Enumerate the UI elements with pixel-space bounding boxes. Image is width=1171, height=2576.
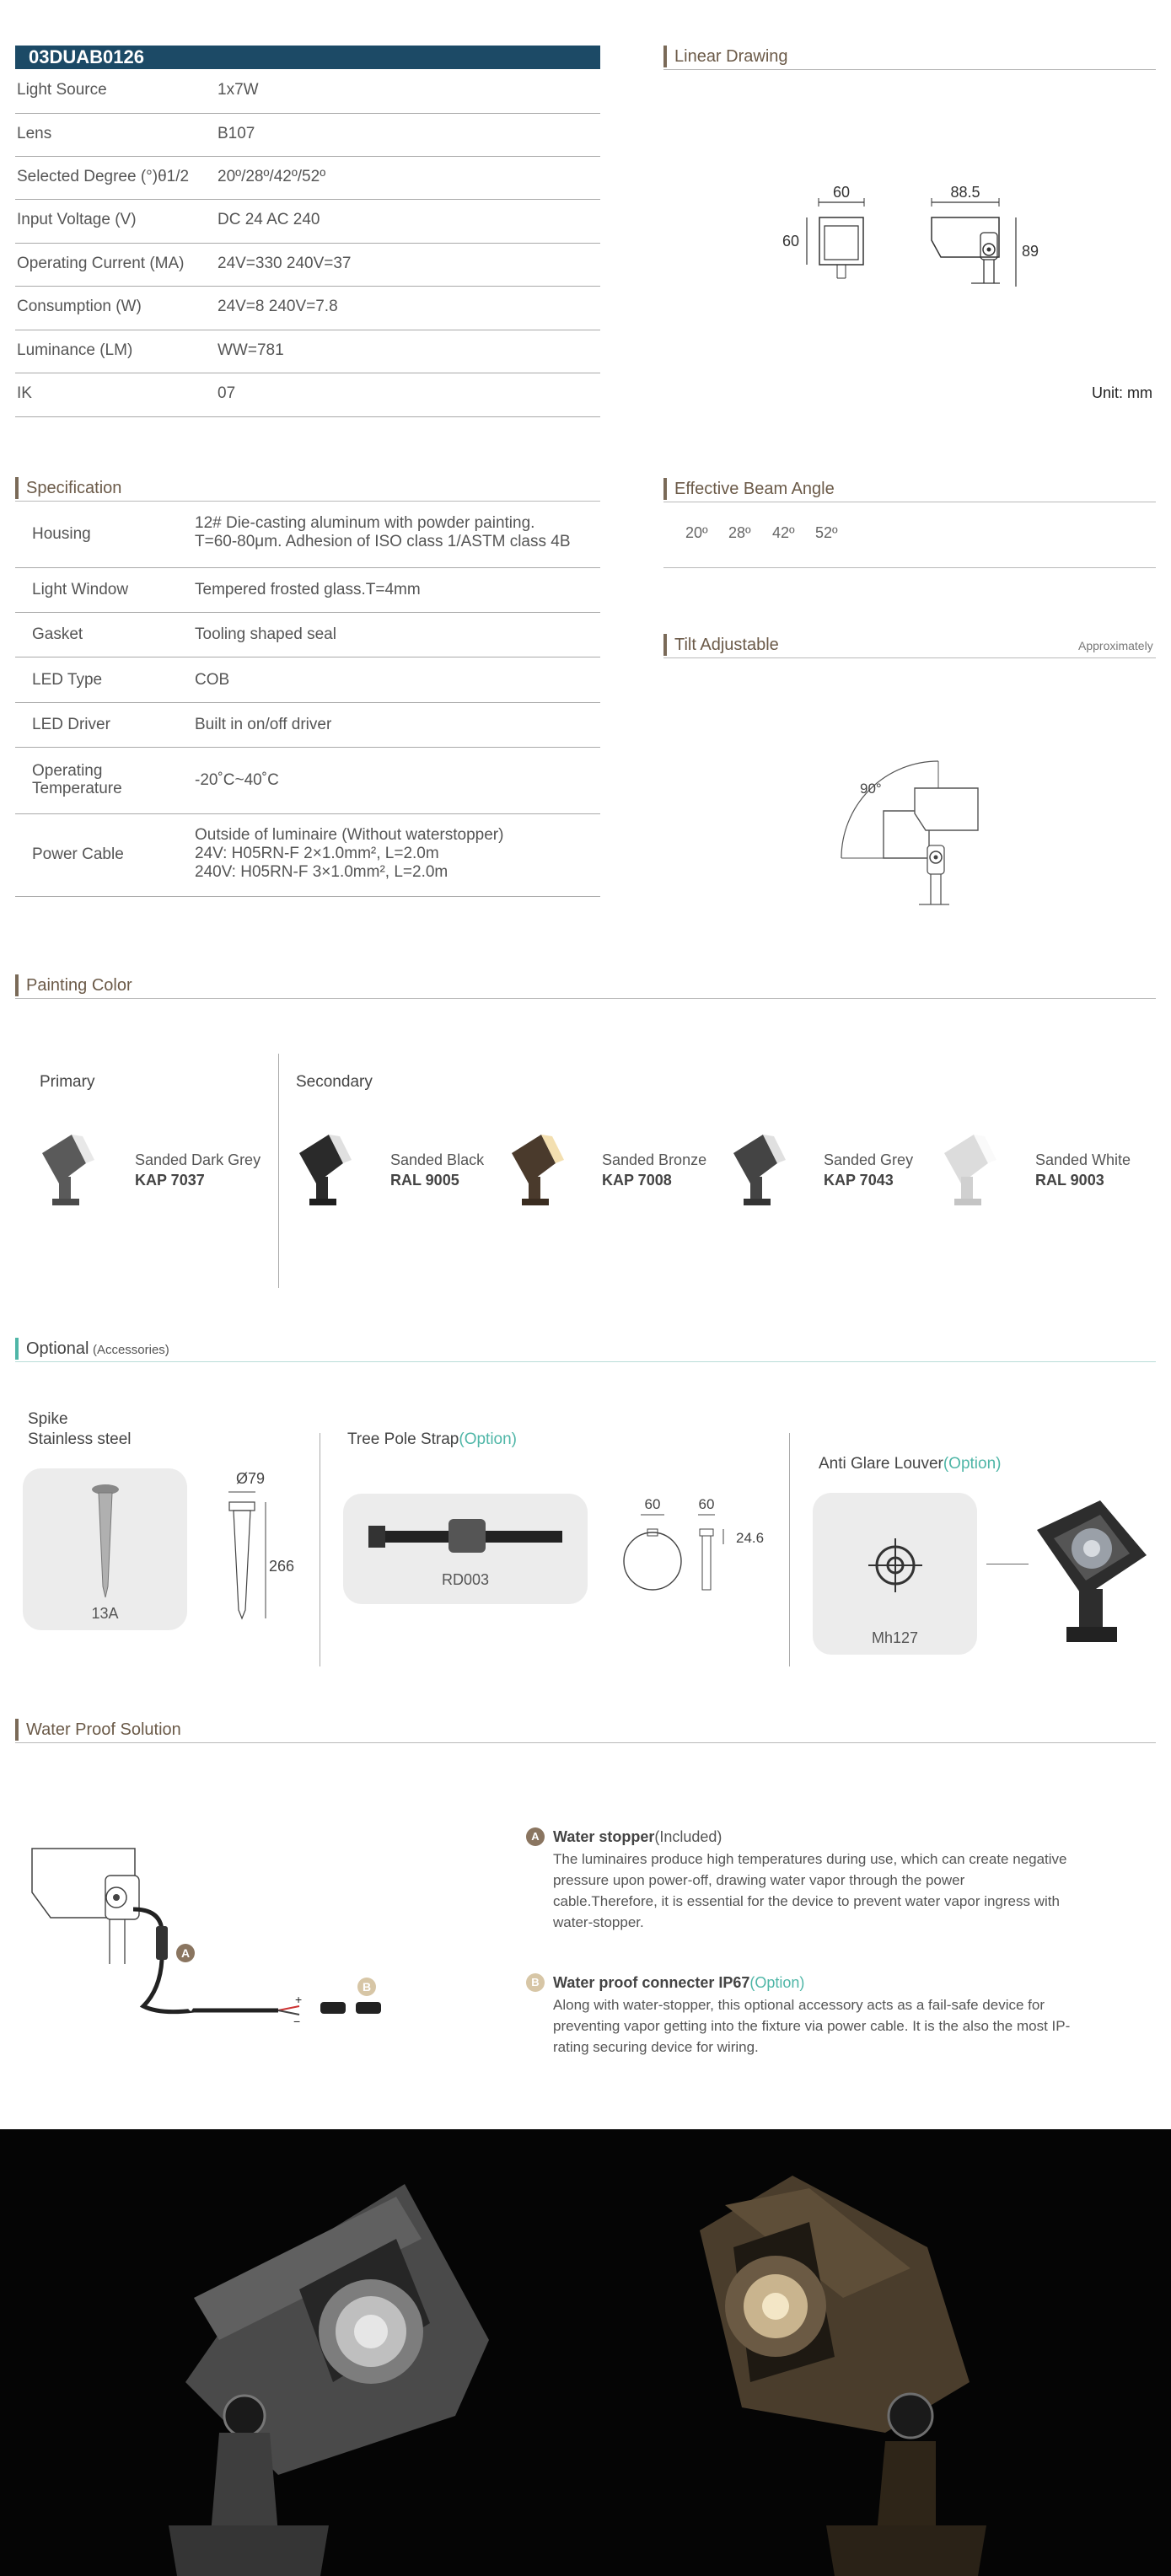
tilt-angle: 90°: [860, 781, 882, 797]
model-header-bar: [15, 46, 600, 69]
color-swatch-name: Sanded Grey KAP 7043: [824, 1151, 914, 1189]
lamp-icon: [299, 1135, 352, 1205]
connector-note: (Option): [749, 1974, 805, 1991]
connector-text: Along with water-stopper, this optional accessory acts as a fail-safe device for preventing vapor getting into the fixture via power cable. It is the also the most IP-rating securing device for wiring.: [553, 1997, 1071, 2055]
waterproof-diagram: [25, 1842, 413, 2031]
tilt-note: Approximately: [1078, 639, 1153, 652]
unit-label: Unit: mm: [1092, 384, 1152, 401]
table-row: Housing 12# Die-casting aluminum with powder painting. T=60-80μm. Adhesion of ISO class 1/ASTM class 4B: [15, 501, 600, 568]
linear-drawing: [776, 177, 1062, 303]
spike-label: Spike Stainless steel: [28, 1410, 132, 1448]
beam-angle-title: Effective Beam Angle: [663, 478, 835, 500]
water-stopper-block: [526, 1827, 1072, 1933]
side-height-label: 89: [1022, 243, 1039, 260]
table-row: Luminance (LM) WW=781: [15, 330, 600, 373]
table-row: Light Source 1x7W: [15, 69, 600, 114]
table-row: Operating Temperature -20˚C~40˚C: [15, 747, 600, 814]
spike-card: [23, 1468, 187, 1630]
svg-text:B: B: [362, 1980, 372, 1994]
model-number: 03DUAB0126: [29, 46, 144, 67]
product-photo: [0, 2129, 1171, 2576]
table-row: LED Driver Built in on/off driver: [15, 702, 600, 748]
lamp-icon: [42, 1135, 94, 1205]
table-row: Operating Current (MA) 24V=330 240V=37: [15, 243, 600, 287]
color-swatch-name: Sanded White RAL 9003: [1035, 1151, 1131, 1189]
strap-dim-3: 24.6: [736, 1530, 765, 1546]
divider: [663, 657, 1156, 658]
specification-title: Specification: [15, 477, 121, 499]
beam-angle: 52º: [815, 524, 838, 541]
secondary-label: Secondary: [296, 1073, 373, 1091]
divider: [15, 1361, 1156, 1362]
primary-label: Primary: [40, 1073, 95, 1091]
beam-angle: 20º: [685, 524, 708, 541]
tilt-title: Tilt Adjustable: [663, 634, 779, 656]
connector-title: Water proof connecter IP67: [553, 1974, 750, 1991]
connector-block: [526, 1972, 1072, 2058]
color-swatch-name: Sanded Black RAL 9005: [390, 1151, 485, 1189]
strap-drawing: [615, 1492, 784, 1602]
strap-title: Tree Pole Strap(Option): [347, 1430, 518, 1448]
badge-a: A: [526, 1827, 545, 1846]
table-row: Power Cable Outside of luminaire (Without waterstopper) 24V: H05RN-F 2×1.0mm², L=2.0m 240V: H05RN-F 3×1.0mm², L=2.0m: [15, 813, 600, 897]
strap-dim-2: 60: [698, 1496, 715, 1512]
table-row: LED Type COB: [15, 657, 600, 703]
lamp-swatch-black: [291, 1128, 375, 1212]
divider: [663, 69, 1156, 70]
front-width-label: 60: [832, 184, 851, 201]
color-swatch-name: Sanded Dark Grey KAP 7037: [135, 1151, 261, 1189]
louver-code: Mh127: [871, 1629, 919, 1646]
column-divider: [278, 1054, 279, 1288]
louver-lamp-image: [1020, 1496, 1155, 1652]
louver-title: Anti Glare Louver(Option): [819, 1455, 1002, 1473]
lamp-icon: [733, 1135, 786, 1205]
spike-code: 13A: [91, 1605, 119, 1622]
spike-diameter: Ø79: [236, 1470, 266, 1487]
tilt-diagram: [835, 754, 1003, 915]
divider: [663, 567, 1156, 568]
strap-code: RD003: [441, 1571, 490, 1588]
strap-dim-1: 60: [644, 1496, 661, 1512]
painting-color-title: Painting Color: [15, 974, 132, 996]
louver-icon: [865, 1535, 926, 1596]
product-lamps-image: [0, 2129, 1171, 2576]
strap-card: [343, 1494, 588, 1604]
spike-drawing: [215, 1467, 308, 1627]
lamp-icon: [944, 1135, 996, 1205]
spike-length: 266: [269, 1558, 295, 1575]
louver-card: [813, 1493, 977, 1655]
table-row: Gasket Tooling shaped seal: [15, 612, 600, 657]
side-width-label: 88.5: [950, 184, 980, 201]
beam-angle: 28º: [728, 524, 751, 541]
divider: [15, 1742, 1156, 1743]
badge-b: B: [526, 1973, 545, 1992]
strap-icon: [360, 1511, 571, 1561]
linear-drawing-title: Linear Drawing: [663, 46, 788, 67]
water-stopper-text: The luminaires produce high temperatures during use, which can create negative pressure upon power-off, drawing water vapor through the power cable.Therefore, it is essential for the device to prevent water vapor ingress with water-stopper.: [553, 1851, 1067, 1930]
table-row: Lens B107: [15, 113, 600, 157]
lamp-swatch-grey: [725, 1128, 809, 1212]
table-row: Input Voltage (V) DC 24 AC 240: [15, 199, 600, 244]
optional-title: Optional (Accessories): [15, 1338, 169, 1360]
lamp-icon: [512, 1135, 564, 1205]
svg-text:+: +: [295, 1993, 303, 2006]
svg-text:A: A: [180, 1946, 191, 1960]
lamp-swatch-bronze: [503, 1128, 588, 1212]
waterproof-title: Water Proof Solution: [15, 1719, 181, 1741]
water-stopper-note: (Included): [654, 1828, 722, 1845]
table-row: IK 07: [15, 373, 600, 417]
table-row: Selected Degree (°)θ1/2 20º/28º/42º/52º: [15, 156, 600, 200]
color-swatch-name: Sanded Bronze KAP 7008: [602, 1151, 707, 1189]
water-stopper-title: Water stopper: [553, 1828, 655, 1845]
spike-icon: [86, 1481, 125, 1599]
table-row: Consumption (W) 24V=8 240V=7.8: [15, 286, 600, 330]
lamp-swatch-dark-grey: [34, 1128, 118, 1212]
svg-text:−: −: [293, 2015, 301, 2028]
column-divider: [789, 1433, 790, 1666]
front-height-label: 60: [782, 233, 799, 250]
table-row: Light Window Tempered frosted glass.T=4mm: [15, 567, 600, 613]
lamp-swatch-white: [936, 1128, 1020, 1212]
beam-angle: 42º: [772, 524, 795, 541]
divider: [15, 998, 1156, 999]
